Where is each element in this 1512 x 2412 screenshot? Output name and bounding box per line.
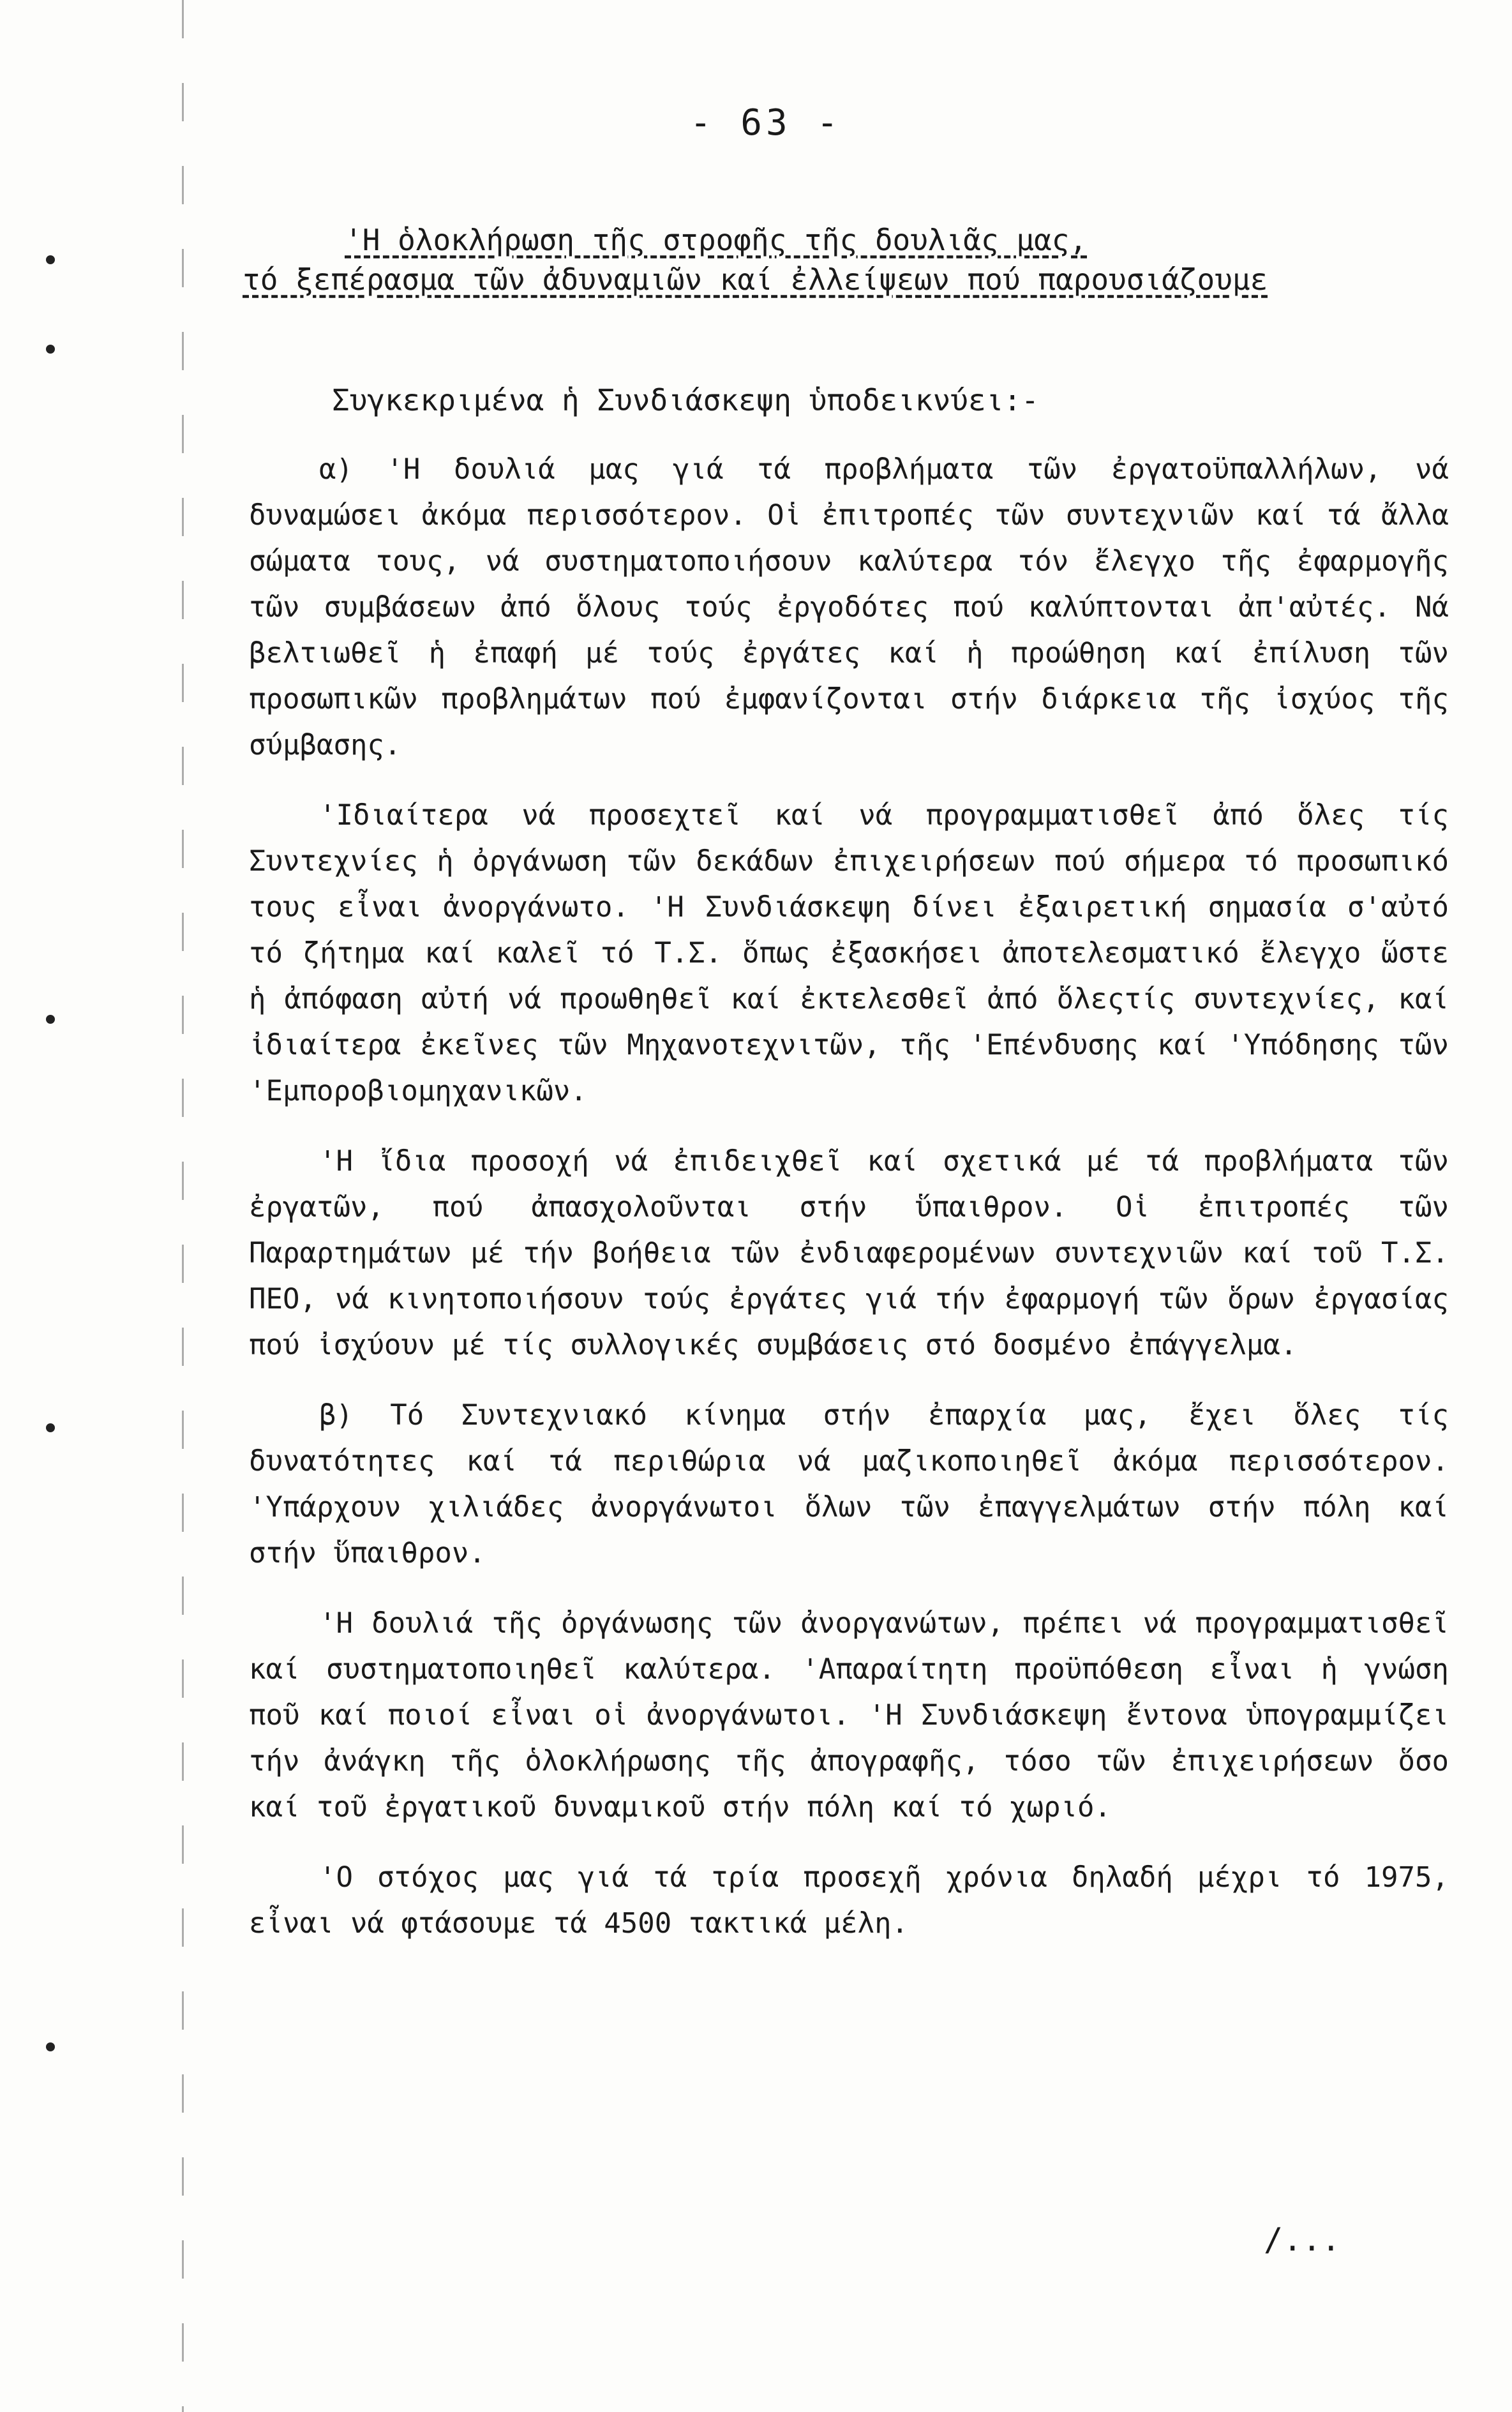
paragraph: α) 'Η δουλιά μας γιά τά προβλήματα τῶν ἐργατοϋπαλλήλων, νά δυναμώσει ἀκόμα περισσότερον. Οἱ ἐπιτροπές τῶν συντεχνιῶν καί τά ἄλλα σώματα τους, νά συστηματοποιήσουν καλύτερα τόν ἔλεγχο τῆς ἐφαρμογῆς τῶν συμβάσεων ἀπό ὅλους τούς ἐργοδότες πού καλύπτονται ἀπ'αὐτές. Νά βελτιωθεῖ ἡ ἐπαφή μέ τούς ἐργάτες καί ἡ προώθηση καί ἐπίλυση τῶν προσωπικῶν προβλημάτων πού ἐμφανίζονται στήν διάρκεια τῆς ἰσχύος τῆς σύμβασης. — [249, 453, 1449, 761]
paragraph: 'Η ἴδια προσοχή νά ἐπιδειχθεῖ καί σχετικά μέ τά προβλήματα τῶν ἐργατῶν, πού ἀπασχολοῦνται στήν ὕπαιθρον. Οἱ ἐπιτροπές τῶν Παραρτημάτων μέ τήν βοήθεια τῶν ἐνδιαφερομένων συντεχνιῶν καί τοῦ Τ.Σ. ΠΕΟ, νά κινητοποιήσουν τούς ἐργάτες γιά τήν ἐφαρμογή τῶν ὅρων ἐργασίας πού ἰσχύουν μέ τίς συλλογικές συμβάσεις στό δοσμένο ἐπάγγελμα. — [249, 1145, 1449, 1361]
paragraph: 'Ιδιαίτερα νά προσεχτεῖ καί νά προγραμματισθεῖ ἀπό ὅλες τίς Συντεχνίες ἡ ὀργάνωση τῶν δεκάδων ἐπιχειρήσεων πού σήμερα τό προσωπικό τους εἶναι ἀνοργάνωτο. 'Η Συνδιάσκεψη δίνει ἐξαιρετική σημασία σ'αὐτό τό ζήτημα καί καλεῖ τό Τ.Σ. ὅπως ἐξασκήσει ἀποτελεσματικό ἔλεγχο ὥστε ἡ ἀπόφαση αὐτή νά προωθηθεῖ καί ἐκτελεσθεῖ ἀπό ὅλεςτίς συντεχνίες, καί ἰδιαίτερα ἐκεῖνες τῶν Μηχανοτεχνιτῶν, τῆς 'Επένδυσης καί 'Υπόδησης τῶν 'Εμποροβιομηχανικῶν. — [249, 799, 1449, 1107]
margin-line — [182, 0, 184, 2412]
heading-line-1: 'Η ὁλοκλήρωση τῆς στροφῆς τῆς δουλιᾶς μας, — [345, 223, 1088, 257]
punch-hole-mark — [46, 255, 55, 264]
paragraph: β) Τό Συντεχνιακό κίνημα στήν ἐπαρχία μας, ἔχει ὅλες τίς δυνατότητες καί τά περιθώρια νά μαζικοποιηθεῖ ἀκόμα περισσότερον. 'Υπάρχουν χιλιάδες ἀνοργάνωτοι ὅλων τῶν ἐπαγγελμάτων στήν πόλη καί στήν ὕπαιθρον. — [249, 1399, 1449, 1569]
continuation-mark: /... — [1264, 2221, 1341, 2258]
page-number: - 63 - — [689, 102, 842, 144]
punch-hole-mark — [46, 1423, 55, 1432]
intro-line: Συγκεκριμένα ἡ Συνδιάσκεψη ὑποδεικνύει:- — [332, 383, 1039, 417]
heading-line-2: τό ξεπέρασμα τῶν ἀδυναμιῶν καί ἐλλείψεων πού παρουσιάζουμε — [243, 262, 1268, 297]
paragraph: 'Η δουλιά τῆς ὀργάνωσης τῶν ἀνοργανώτων, πρέπει νά προγραμματισθεῖ καί συστηματοποιηθεῖ καλύτερα. 'Απαραίτητη προϋπόθεση εἶναι ἡ γνώση ποῦ καί ποιοί εἶναι οἱ ἀνοργάνωτοι. 'Η Συνδιάσκεψη ἔντονα ὑπογραμμίζει τήν ἀνάγκη τῆς ὁλοκλήρωσης τῆς ἀπογραφῆς, τόσο τῶν ἐπιχειρήσεων ὅσο καί τοῦ ἐργατικοῦ δυναμικοῦ στήν πόλη καί τό χωριό. — [249, 1607, 1449, 1824]
punch-hole-mark — [46, 2042, 55, 2051]
body-text — [249, 447, 1449, 1971]
section-heading — [243, 220, 1455, 299]
punch-hole-mark — [46, 345, 55, 354]
punch-hole-mark — [46, 1015, 55, 1024]
paragraph: 'Ο στόχος μας γιά τά τρία προσεχῆ χρόνια δηλαδή μέχρι τό 1975, εἶναι νά φτάσουμε τά 4500 τακτικά μέλη. — [249, 1861, 1449, 1940]
